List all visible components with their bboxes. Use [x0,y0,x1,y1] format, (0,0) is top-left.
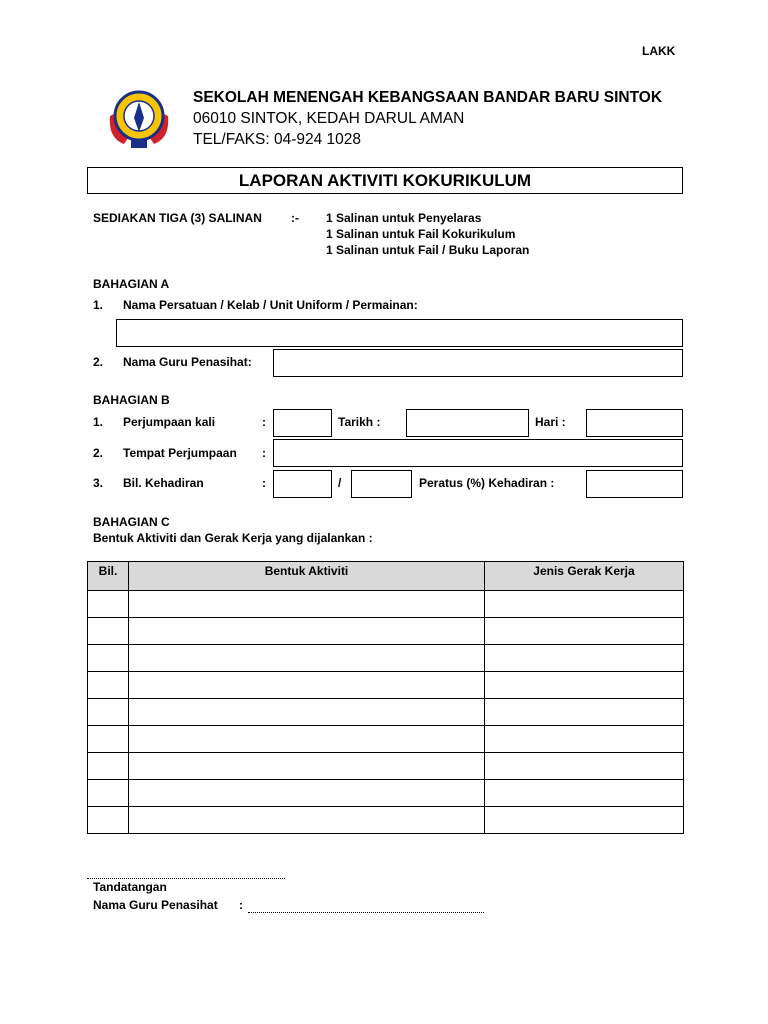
copies-item-2: 1 Salinan untuk Fail Kokurikulum [326,227,516,241]
section-a-q1-number: 1. [93,298,104,312]
table-header-row [88,562,684,591]
form-title-box [87,167,683,194]
day-field[interactable] [586,409,683,437]
table-row [88,645,684,672]
attendance-present-field[interactable] [273,470,332,498]
table-cell[interactable] [88,699,129,726]
table-cell[interactable] [88,753,129,780]
table-row [88,618,684,645]
signature-line[interactable] [87,878,285,879]
table-cell[interactable] [485,699,684,726]
table-cell[interactable] [88,672,129,699]
school-address: 06010 SINTOK, KEDAH DARUL AMAN [193,110,465,127]
attendance-total-field[interactable] [351,470,412,498]
table-cell[interactable] [485,618,684,645]
table-cell[interactable] [485,726,684,753]
copies-label: SEDIAKAN TIGA (3) SALINAN [93,211,262,225]
school-name: SEKOLAH MENENGAH KEBANGSAAN BANDAR BARU SINTOK [193,89,663,106]
form-code: LAKK [642,44,676,58]
signature-name-label: Nama Guru Penasihat [93,898,218,912]
signature-name-colon: : [239,898,243,912]
meeting-place-colon: : [262,446,266,460]
advisor-name-field[interactable] [273,349,683,377]
table-cell[interactable] [88,618,129,645]
table-cell[interactable] [485,645,684,672]
section-c-subheading: Bentuk Aktiviti dan Gerak Kerja yang dijalankan : [93,531,373,545]
table-cell[interactable] [88,726,129,753]
table-row [88,591,684,618]
section-a-q2-number: 2. [93,355,104,369]
meeting-number-label: Perjumpaan kali [123,415,216,429]
table-cell[interactable] [129,753,485,780]
school-crest-logo [104,88,174,154]
signature-label: Tandatangan [93,880,167,894]
attendance-percent-field[interactable] [586,470,683,498]
attendance-slash: / [338,476,342,490]
table-cell[interactable] [485,753,684,780]
column-header-bil: Bil. [88,562,129,591]
attendance-colon: : [262,476,266,490]
table-row [88,726,684,753]
table-cell[interactable] [129,618,485,645]
signature-name-line[interactable] [248,912,484,913]
table-cell[interactable] [129,726,485,753]
activity-table [87,561,684,834]
table-cell[interactable] [88,645,129,672]
table-cell[interactable] [129,807,485,834]
copies-item-3: 1 Salinan untuk Fail / Buku Laporan [326,243,530,257]
meeting-number-colon: : [262,415,266,429]
table-row [88,699,684,726]
table-cell[interactable] [485,780,684,807]
table-cell[interactable] [129,672,485,699]
form-title: LAPORAN AKTIVITI KOKURIKULUM [238,171,532,190]
date-label: Tarikh : [338,415,381,429]
table-row [88,807,684,834]
section-b-r1-number: 1. [93,415,104,429]
club-name-field[interactable] [116,319,683,347]
column-header-work-type: Jenis Gerak Kerja [485,562,684,591]
table-row [88,780,684,807]
section-a-q2-label: Nama Guru Penasihat: [123,355,252,369]
attendance-label: Bil. Kehadiran [123,476,204,490]
table-cell[interactable] [485,591,684,618]
table-cell[interactable] [88,780,129,807]
table-row [88,672,684,699]
section-b-r2-number: 2. [93,446,104,460]
table-cell[interactable] [129,780,485,807]
school-phone: TEL/FAKS: 04-924 1028 [193,131,362,148]
table-cell[interactable] [88,591,129,618]
section-a-q1-label: Nama Persatuan / Kelab / Unit Uniform / Permainan: [123,298,418,312]
meeting-place-label: Tempat Perjumpaan [123,446,237,460]
meeting-number-field[interactable] [273,409,332,437]
table-cell[interactable] [129,645,485,672]
section-b-r3-number: 3. [93,476,104,490]
table-cell[interactable] [485,672,684,699]
section-a-heading: BAHAGIAN A [93,277,170,291]
table-cell[interactable] [88,807,129,834]
column-header-activity: Bentuk Aktiviti [129,562,485,591]
table-row [88,753,684,780]
attendance-percent-label: Peratus (%) Kehadiran : [419,476,555,490]
section-b-heading: BAHAGIAN B [93,393,170,407]
table-cell[interactable] [129,699,485,726]
date-field[interactable] [406,409,529,437]
meeting-place-field[interactable] [273,439,683,467]
table-cell[interactable] [485,807,684,834]
table-cell[interactable] [129,591,485,618]
copies-separator: :- [291,211,299,225]
day-label: Hari : [535,415,566,429]
section-c-heading: BAHAGIAN C [93,515,170,529]
copies-item-1: 1 Salinan untuk Penyelaras [326,211,482,225]
